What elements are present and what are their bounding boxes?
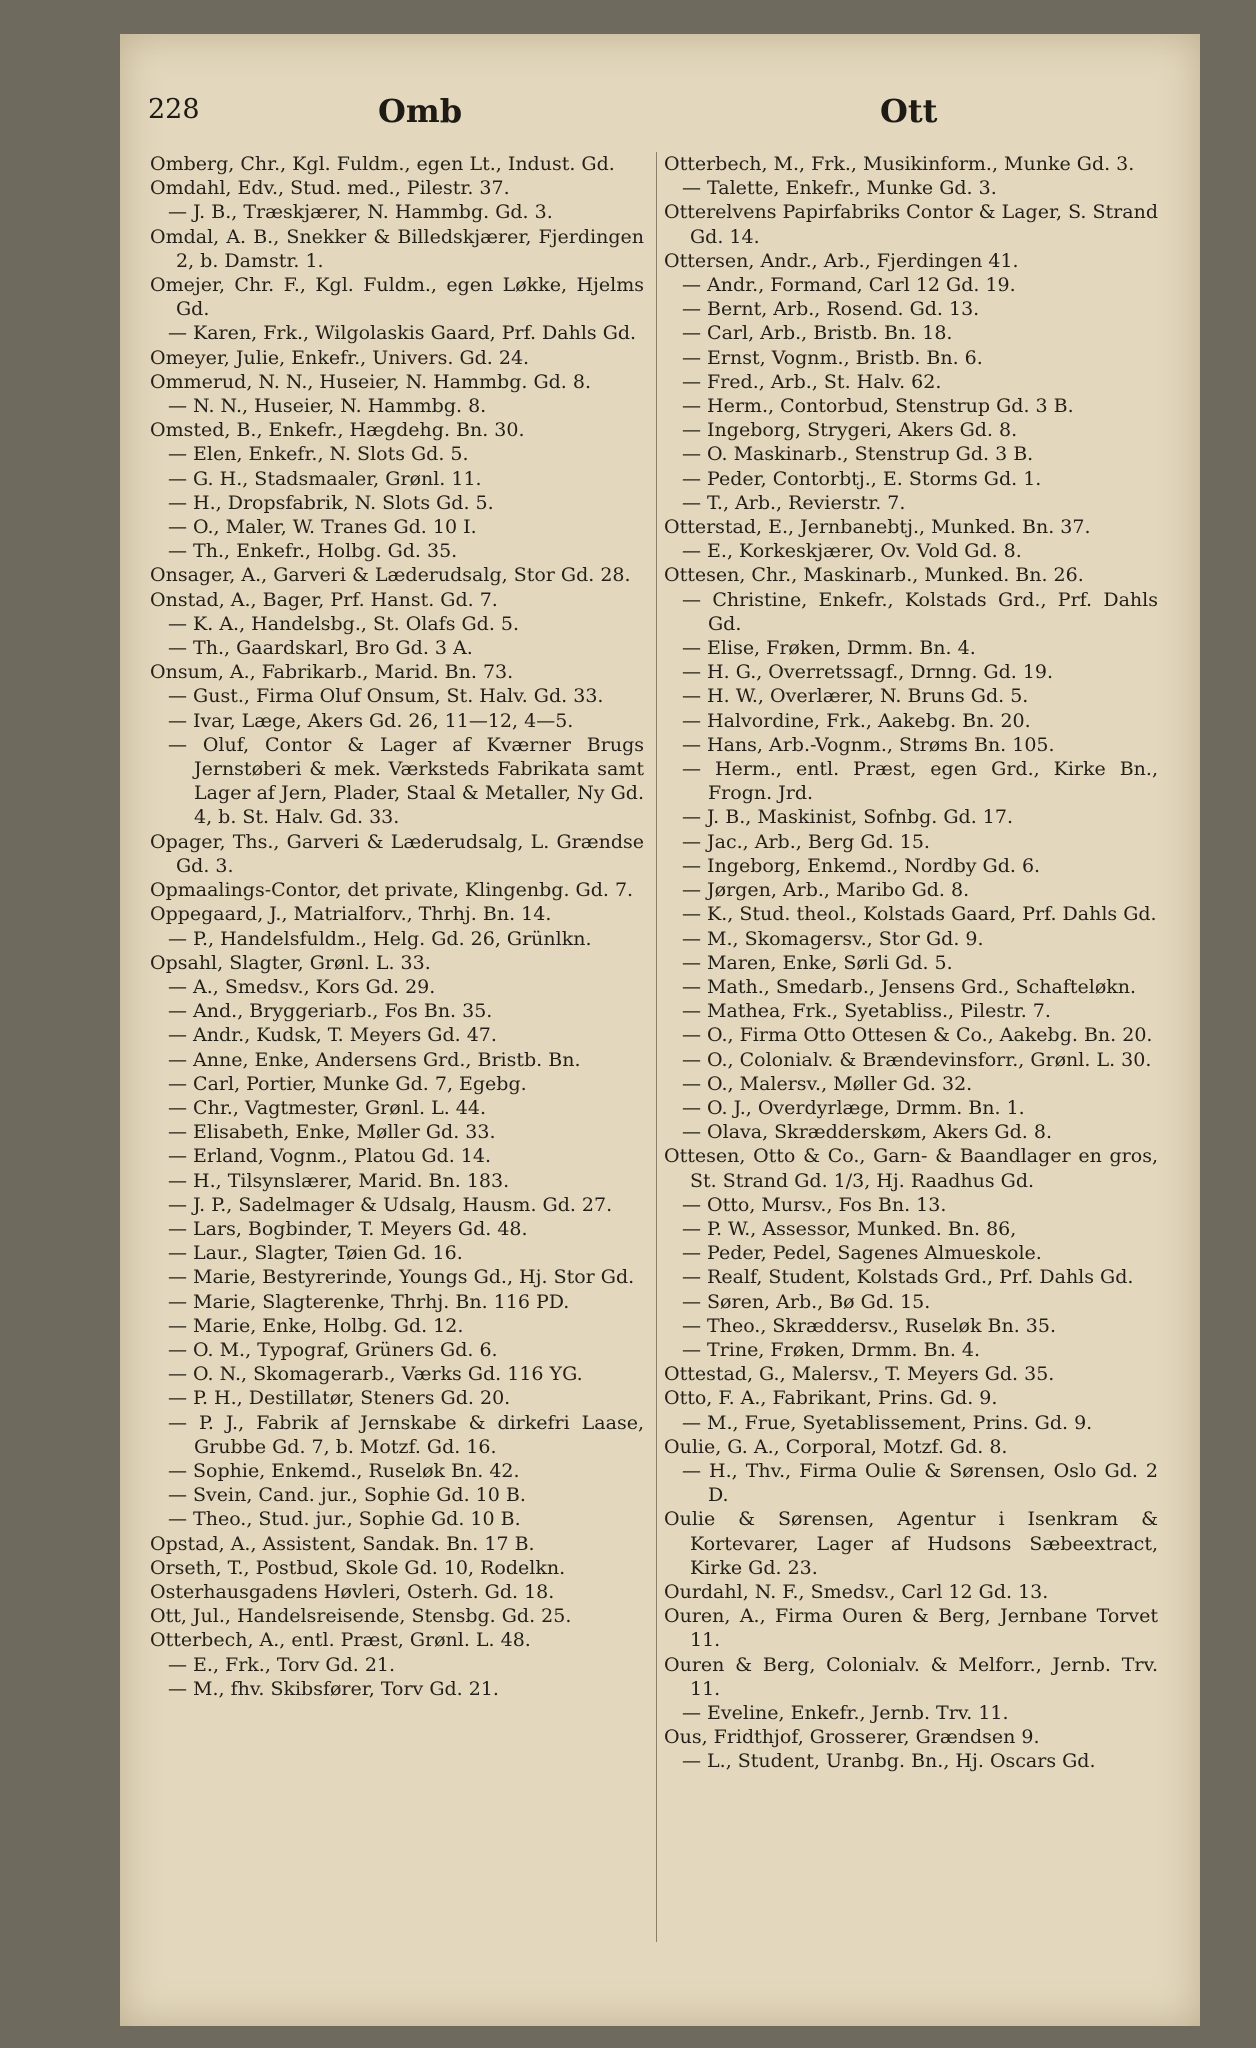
directory-entry: Omberg, Chr., Kgl. Fuldm., egen Lt., Indust. Gd.	[150, 153, 615, 175]
directory-entry: — H. G., Overretssagf., Drnng. Gd. 19.	[682, 661, 1054, 684]
directory-entry: — Th., Enkefr., Holbg. Gd. 35.	[168, 540, 458, 563]
directory-entry: — Andr., Kudsk, T. Meyers Gd. 47.	[168, 1024, 497, 1047]
directory-entry: Oppegaard, J., Matrialforv., Thrhj. Bn. 14.	[150, 903, 552, 926]
directory-entry: Ous, Fridthjof, Grosserer, Grændsen 9.	[664, 1726, 1040, 1749]
directory-entry: — Lars, Bogbinder, T. Meyers Gd. 48.	[168, 1217, 528, 1240]
directory-entry: — O., Maler, W. Tranes Gd. 10 I.	[168, 516, 477, 539]
directory-entry: Oulie & Sørensen, Agentur i Isenkram & Kortevarer, Lager af Hudsons Sæbeextract, Kirke Gd. 23.	[664, 1508, 1158, 1579]
directory-entry: Onstad, A., Bager, Prf. Hanst. Gd. 7.	[150, 588, 498, 611]
directory-entry: — Herm., Contorbud, Stenstrup Gd. 3 B.	[682, 395, 1074, 418]
directory-entry: — Olava, Skrædderskøm, Akers Gd. 8.	[682, 1121, 1052, 1144]
directory-entry: — Gust., Firma Oluf Onsum, St. Halv. Gd. 33.	[168, 685, 604, 708]
directory-entry: — J. B., Maskinist, Sofnbg. Gd. 17.	[682, 806, 1014, 829]
directory-entry: — Laur., Slagter, Tøien Gd. 16.	[168, 1242, 463, 1265]
directory-entry: — M., Frue, Syetablissement, Prins. Gd. 9.	[682, 1411, 1093, 1434]
directory-entry: — H., Tilsynslærer, Marid. Bn. 183.	[168, 1169, 510, 1192]
directory-entry: — Søren, Arb., Bø Gd. 15.	[682, 1290, 931, 1313]
directory-entry: Omdal, A. B., Snekker & Billedskjærer, Fjerdingen 2, b. Damstr. 1.	[150, 225, 644, 272]
directory-entry: — O., Colonialv. & Brændevinsforr., Grønl. L. 30.	[682, 1048, 1152, 1071]
directory-entry: Ott, Jul., Handelsreisende, Stensbg. Gd. 25.	[150, 1605, 572, 1628]
directory-entry: — Elisabeth, Enke, Møller Gd. 33.	[168, 1121, 496, 1144]
directory-page	[120, 34, 1200, 2026]
directory-entry: — O. N., Skomagerarb., Værks Gd. 116 YG.	[168, 1363, 583, 1386]
directory-entry: — Herm., entl. Præst, egen Grd., Kirke Bn., Frogn. Jrd.	[682, 758, 1158, 805]
directory-entry: Onsum, A., Fabrikarb., Marid. Bn. 73.	[150, 661, 514, 684]
directory-entry: — Erland, Vognm., Platou Gd. 14.	[168, 1145, 491, 1168]
directory-entry: — K. A., Handelsbg., St. Olafs Gd. 5.	[168, 612, 520, 635]
directory-entry: — Ingeborg, Enkemd., Nordby Gd. 6.	[682, 854, 1041, 877]
directory-entry: — Otto, Mursv., Fos Bn. 13.	[682, 1193, 947, 1216]
directory-entry: — K., Stud. theol., Kolstads Gaard, Prf. Dahls Gd.	[682, 903, 1157, 926]
directory-entry: Otterstad, E., Jernbanebtj., Munked. Bn. 37.	[664, 516, 1091, 539]
directory-entry: Otto, F. A., Fabrikant, Prins. Gd. 9.	[664, 1387, 998, 1410]
directory-entry: — Marie, Bestyrerinde, Youngs Gd., Hj. Stor Gd.	[168, 1266, 635, 1289]
directory-entry: — O., Malersv., Møller Gd. 32.	[682, 1072, 973, 1095]
directory-entry: Ourdahl, N. F., Smedsv., Carl 12 Gd. 13.	[664, 1580, 1049, 1603]
directory-entry: — Chr., Vagtmester, Grønl. L. 44.	[168, 1096, 486, 1119]
directory-entry: — Trine, Frøken, Drmm. Bn. 4.	[682, 1338, 981, 1361]
directory-entry: — P. W., Assessor, Munked. Bn. 86,	[682, 1217, 1017, 1240]
directory-entry: — Elise, Frøken, Drmm. Bn. 4.	[682, 637, 976, 660]
directory-entry: — Hans, Arb.-Vognm., Strøms Bn. 105.	[682, 733, 1055, 756]
directory-entry: — And., Bryggeriarb., Fos Bn. 35.	[168, 1000, 493, 1023]
directory-entry: — H., Dropsfabrik, N. Slots Gd. 5.	[168, 491, 494, 514]
directory-entry: — Ernst, Vognm., Bristb. Bn. 6.	[682, 346, 983, 369]
directory-entry: — P. J., Fabrik af Jernskabe & dirkefri Laase, Grubbe Gd. 7, b. Motzf. Gd. 16.	[168, 1411, 644, 1458]
directory-entry: — L., Student, Uranbg. Bn., Hj. Oscars Gd.	[682, 1750, 1096, 1773]
directory-entry: Ommerud, N. N., Huseier, N. Hammbg. Gd. 8.	[150, 370, 591, 393]
directory-entry: — Anne, Enke, Andersens Grd., Bristb. Bn.	[168, 1048, 581, 1071]
directory-entry: Ottesen, Chr., Maskinarb., Munked. Bn. 26.	[664, 564, 1084, 587]
directory-entry: — Sophie, Enkemd., Ruseløk Bn. 42.	[168, 1459, 520, 1482]
directory-entry: — Theo., Skræddersv., Ruseløk Bn. 35.	[682, 1314, 1056, 1337]
page-number: 228	[148, 94, 200, 125]
directory-entry: Otterelvens Papirfabriks Contor & Lager, S. Strand Gd. 14.	[664, 201, 1158, 248]
directory-entry: — Mathea, Frk., Syetabliss., Pilestr. 7.	[682, 1000, 1051, 1023]
directory-entry: — J. B., Træskjærer, N. Hammbg. Gd. 3.	[168, 201, 553, 224]
directory-entry: — H., Thv., Firma Oulie & Sørensen, Oslo Gd. 2 D.	[682, 1459, 1158, 1507]
directory-entry: — Talette, Enkefr., Munke Gd. 3.	[682, 177, 997, 200]
directory-entry: — O. J., Overdyrlæge, Drmm. Bn. 1.	[682, 1096, 1025, 1119]
directory-entry: — M., fhv. Skibsfører, Torv Gd. 21.	[168, 1677, 499, 1700]
right-catchword: Ott	[880, 92, 938, 130]
directory-entry: — Peder, Pedel, Sagenes Almueskole.	[682, 1242, 1042, 1265]
directory-entry: — Svein, Cand. jur., Sophie Gd. 10 B.	[168, 1484, 526, 1507]
directory-entry: — Eveline, Enkefr., Jernb. Trv. 11.	[682, 1702, 1009, 1724]
directory-entry: Omeyer, Julie, Enkefr., Univers. Gd. 24.	[150, 346, 530, 369]
directory-entry: Opmaalings-Contor, det private, Klingenbg. Gd. 7.	[150, 879, 634, 902]
directory-entry: — Realf, Student, Kolstads Grd., Prf. Dahls Gd.	[682, 1266, 1134, 1289]
directory-entry: — Maren, Enke, Sørli Gd. 5.	[682, 951, 953, 974]
directory-entry: Ouren & Berg, Colonialv. & Melforr., Jernb. Trv. 11.	[664, 1653, 1158, 1700]
directory-entry: Omdahl, Edv., Stud. med., Pilestr. 37.	[150, 177, 510, 200]
directory-entry: Omejer, Chr. F., Kgl. Fuldm., egen Løkke, Hjelms Gd.	[150, 274, 644, 321]
directory-entry: Ottesen, Otto & Co., Garn- & Baandlager en gros, St. Strand Gd. 1/3, Hj. Raadhus Gd.	[664, 1145, 1158, 1192]
directory-entry: Opstad, A., Assistent, Sandak. Bn. 17 B.	[150, 1532, 535, 1555]
directory-entry: Osterhausgadens Høvleri, Osterh. Gd. 18.	[150, 1580, 555, 1603]
directory-entry: Otterbech, A., entl. Præst, Grønl. L. 48.	[150, 1629, 531, 1652]
directory-entry: — N. N., Huseier, N. Hammbg. 8.	[168, 395, 487, 418]
directory-entry: — Elen, Enkefr., N. Slots Gd. 5.	[168, 443, 469, 466]
left-column	[150, 152, 644, 2012]
directory-entry: — O., Firma Otto Ottesen & Co., Aakebg. Bn. 20.	[682, 1024, 1153, 1047]
directory-entry: — Fred., Arb., St. Halv. 62.	[682, 370, 942, 393]
directory-entry: — Math., Smedarb., Jensens Grd., Schafteløkn.	[682, 975, 1137, 998]
page-header	[120, 92, 1200, 140]
directory-entry: Oulie, G. A., Corporal, Motzf. Gd. 8.	[664, 1435, 1008, 1458]
directory-entry: — Ingeborg, Strygeri, Akers Gd. 8.	[682, 419, 1018, 442]
directory-entry: — O. Maskinarb., Stenstrup Gd. 3 B.	[682, 443, 1034, 466]
directory-entry: — O. M., Typograf, Grüners Gd. 6.	[168, 1338, 498, 1361]
directory-entry: — Bernt, Arb., Rosend. Gd. 13.	[682, 298, 980, 321]
directory-entry: — A., Smedsv., Kors Gd. 29.	[168, 975, 436, 998]
directory-entry: — Christine, Enkefr., Kolstads Grd., Prf. Dahls Gd.	[682, 588, 1158, 635]
directory-entry: — H. W., Overlærer, N. Bruns Gd. 5.	[682, 685, 1029, 708]
directory-entry: — E., Frk., Torv Gd. 21.	[168, 1653, 396, 1676]
directory-entry: Otterbech, M., Frk., Musikinform., Munke Gd. 3.	[664, 153, 1135, 175]
directory-entry: — Marie, Slagterenke, Thrhj. Bn. 116 PD.	[168, 1290, 570, 1313]
directory-entry: Orseth, T., Postbud, Skole Gd. 10, Rodelkn.	[150, 1556, 566, 1579]
directory-entry: — Jørgen, Arb., Maribo Gd. 8.	[682, 879, 970, 902]
directory-entry: — Carl, Arb., Bristb. Bn. 18.	[682, 322, 953, 345]
directory-entry: — G. H., Stadsmaaler, Grønl. 11.	[168, 467, 482, 490]
directory-entry: — M., Skomagersv., Stor Gd. 9.	[682, 927, 984, 950]
directory-entry: — T., Arb., Revierstr. 7.	[682, 491, 906, 514]
right-column	[664, 152, 1158, 2012]
directory-entry: — Andr., Formand, Carl 12 Gd. 19.	[682, 274, 1016, 297]
directory-entry: — Theo., Stud. jur., Sophie Gd. 10 B.	[168, 1508, 521, 1531]
directory-entry: — Karen, Frk., Wilgolaskis Gaard, Prf. Dahls Gd.	[168, 322, 637, 345]
directory-entry: — Th., Gaardskarl, Bro Gd. 3 A.	[168, 637, 473, 660]
directory-entry: — Jac., Arb., Berg Gd. 15.	[682, 830, 930, 853]
directory-entry: Ottestad, G., Malersv., T. Meyers Gd. 35.	[664, 1363, 1055, 1386]
directory-entry: — Carl, Portier, Munke Gd. 7, Egebg.	[168, 1072, 527, 1095]
directory-entry: — Halvordine, Frk., Aakebg. Bn. 20.	[682, 709, 1031, 732]
left-catchword: Omb	[378, 92, 463, 130]
directory-entry: Opager, Ths., Garveri & Læderudsalg, L. Grændse Gd. 3.	[150, 830, 644, 877]
directory-entry: Ouren, A., Firma Ouren & Berg, Jernbane Torvet 11.	[664, 1605, 1158, 1652]
directory-entry: — Ivar, Læge, Akers Gd. 26, 11—12, 4—5.	[168, 709, 574, 732]
directory-entry: — P. H., Destillatør, Steners Gd. 20.	[168, 1387, 511, 1410]
column-divider	[656, 152, 657, 1942]
directory-entry: — J. P., Sadelmager & Udsalg, Hausm. Gd. 27.	[168, 1193, 613, 1216]
directory-entry: — P., Handelsfuldm., Helg. Gd. 26, Grünlkn.	[168, 927, 592, 950]
directory-entry: Onsager, A., Garveri & Læderudsalg, Stor Gd. 28.	[150, 564, 631, 587]
directory-entry: Opsahl, Slagter, Grønl. L. 33.	[150, 951, 431, 974]
directory-entry: — E., Korkeskjærer, Ov. Vold Gd. 8.	[682, 540, 1022, 563]
directory-entry: Omsted, B., Enkefr., Hægdehg. Bn. 30.	[150, 419, 525, 442]
directory-entry: — Oluf, Contor & Lager af Kværner Brugs Jernstøberi & mek. Værksteds Fabrikata samt Lager af Jern, Plader, Staal & Metaller, Ny Gd. 4, b. St. Halv. Gd. 33.	[168, 733, 644, 829]
directory-entry: — Marie, Enke, Holbg. Gd. 12.	[168, 1314, 464, 1337]
directory-entry: Ottersen, Andr., Arb., Fjerdingen 41.	[664, 249, 1019, 272]
directory-entry: — Peder, Contorbtj., E. Storms Gd. 1.	[682, 467, 1042, 490]
